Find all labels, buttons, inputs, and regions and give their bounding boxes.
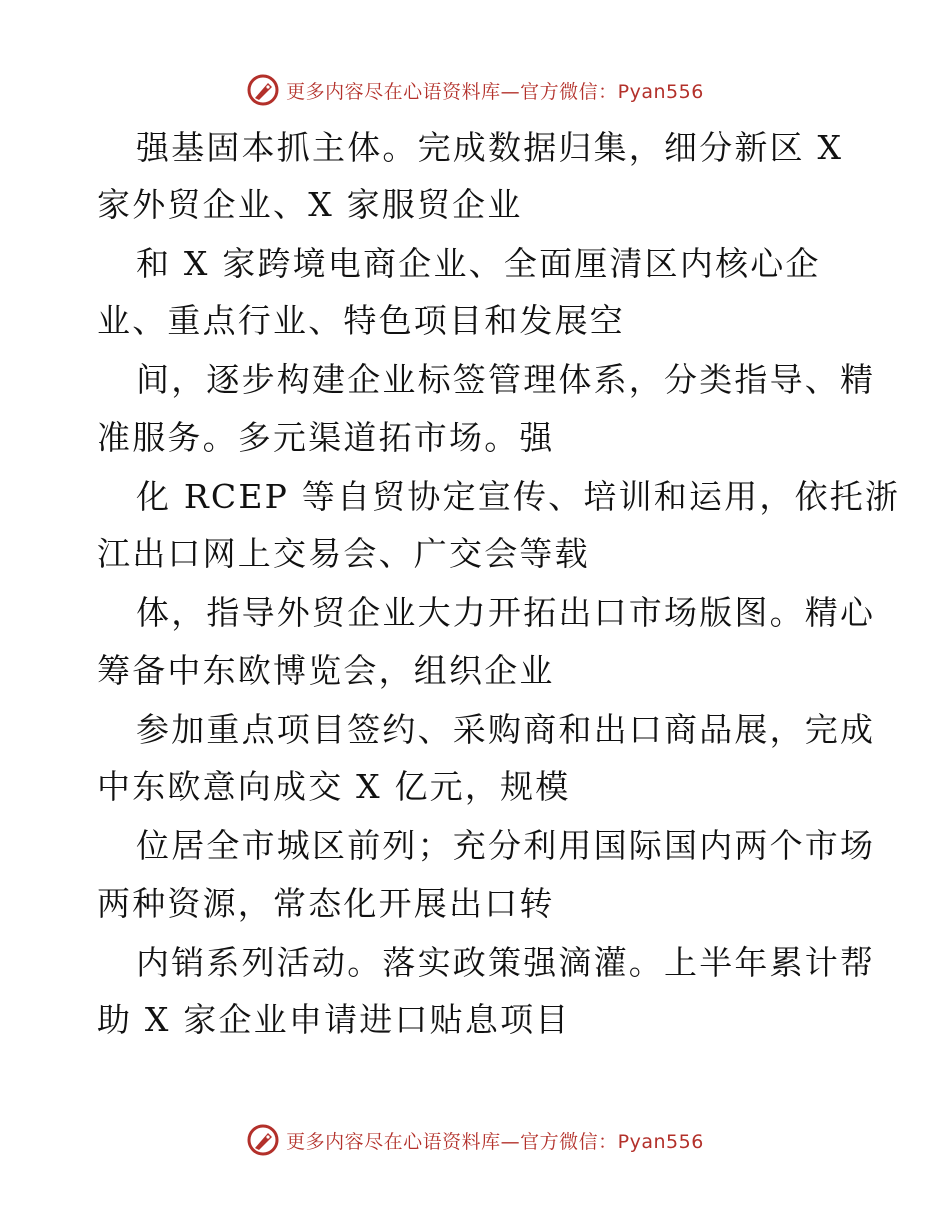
text-line: 内销系列活动。落实政策强滴灌。上半年累计帮 — [136, 943, 876, 982]
text-line: 间，逐步构建企业标签管理体系，分类指导、精 — [136, 360, 876, 399]
header-watermark — [0, 72, 950, 108]
text-line: 家外贸企业、X 家服贸企业 — [97, 185, 523, 224]
footer-watermark — [0, 1122, 950, 1158]
text-line: 江出口网上交易会、广交会等载 — [97, 534, 590, 573]
pen-nib-circle-icon — [246, 1123, 280, 1157]
text-line: 强基固本抓主体。完成数据归集，细分新区 X — [136, 128, 844, 167]
text-line: 位居全市城区前列；充分利用国际国内两个市场 — [136, 826, 876, 865]
watermark-text: 更多内容尽在心语资料库—官方微信：Pyan556 — [286, 80, 704, 103]
text-line: 准服务。多元渠道拓市场。强 — [97, 418, 555, 457]
text-line: 参加重点项目签约、采购商和出口商品展，完成 — [136, 710, 876, 749]
text-line: 中东欧意向成交 X 亿元，规模 — [97, 767, 571, 806]
watermark-text: 更多内容尽在心语资料库—官方微信：Pyan556 — [286, 1130, 704, 1153]
pen-nib-circle-icon — [246, 73, 280, 107]
text-line: 业、重点行业、特色项目和发展空 — [97, 301, 625, 340]
text-line: 化 RCEP 等自贸协定宣传、培训和运用，依托浙 — [136, 477, 901, 516]
text-line: 和 X 家跨境电商企业、全面厘清区内核心企 — [136, 244, 821, 283]
text-line: 两种资源，常态化开展出口转 — [97, 884, 555, 923]
text-line: 筹备中东欧博览会，组织企业 — [97, 651, 555, 690]
text-line: 体，指导外贸企业大力开拓出口市场版图。精心 — [136, 593, 876, 632]
text-line: 助 X 家企业申请进口贴息项目 — [97, 1000, 571, 1039]
